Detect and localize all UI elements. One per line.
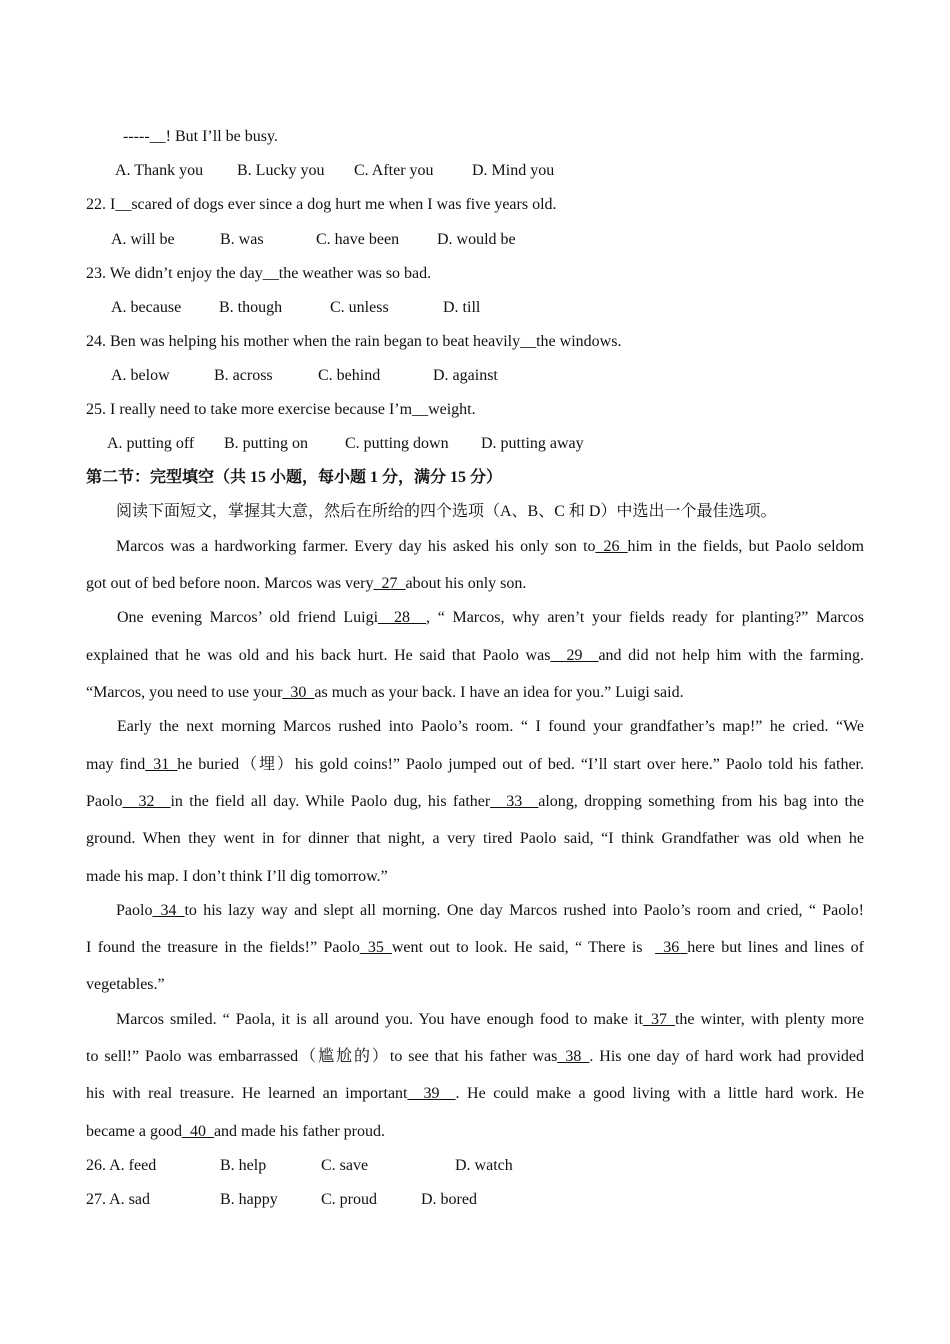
blank-28[interactable]: __28__ <box>378 609 427 626</box>
passage-text: got out of bed before noon. Marcos was very <box>86 575 374 592</box>
q26-option-a[interactable]: 26. A. feed <box>86 1157 157 1174</box>
passage-text: made his map. I don’t think I’ll dig tomorrow.” <box>86 868 388 885</box>
q27-option-a[interactable]: 27. A. sad <box>86 1191 150 1208</box>
passage-text: Early the next morning Marcos rushed into Paolo’s room. “ I found your grandfather’s map!” he cried. “We <box>117 718 864 735</box>
q25-option-c[interactable]: C. putting down <box>345 435 449 452</box>
q27-option-d[interactable]: D. bored <box>421 1191 477 1208</box>
passage-text: One evening Marcos’ old friend Luigi <box>117 609 379 626</box>
q22-option-c[interactable]: C. have been <box>316 231 400 248</box>
blank-27[interactable]: _27_ <box>373 575 406 592</box>
passage-p4-line3 <box>86 975 864 995</box>
passage-text: him in the fields, but Paolo seldom <box>627 538 864 555</box>
passage-text: the winter, with plenty more <box>674 1011 865 1028</box>
q21-option-a[interactable]: A. Thank you <box>115 162 204 179</box>
passage-text: to sell!” Paolo was embarrassed（尴尬的）to see that his father was <box>86 1048 558 1065</box>
passage-text: his with real treasure. He learned an important <box>86 1085 408 1102</box>
passage-text: here but lines and lines of <box>687 939 864 956</box>
passage-text: ground. When they went in for dinner that night, a very tired Paolo said, “I think Grandfather was old when he <box>86 830 864 847</box>
q27-option-c[interactable]: C. proud <box>321 1191 377 1208</box>
passage-p5-line2 <box>86 1047 864 1067</box>
blank-39[interactable]: __39__ <box>407 1085 456 1102</box>
q23-option-a[interactable]: A. because <box>111 299 182 316</box>
passage-text: went out to look. He said, “ There is <box>391 939 643 956</box>
q26-option-b[interactable]: B. help <box>220 1157 267 1174</box>
blank-32[interactable]: __32__ <box>122 793 171 810</box>
passage-p4-line1 <box>86 901 864 921</box>
passage-text: . His one day of hard work had provided <box>589 1048 864 1065</box>
passage-p1-line1 <box>86 537 864 557</box>
passage-p4-line2 <box>86 938 864 958</box>
passage-p3-line4 <box>86 829 864 849</box>
q22-option-b[interactable]: B. was <box>220 231 264 248</box>
q27-option-b[interactable]: B. happy <box>220 1191 278 1208</box>
passage-p3-line1 <box>86 717 864 737</box>
q22-option-a[interactable]: A. will be <box>111 231 175 248</box>
passage-p5-line1 <box>86 1010 864 1030</box>
q25-option-b[interactable]: B. putting on <box>224 435 309 452</box>
blank-35[interactable]: _35_ <box>359 939 392 956</box>
passage-text: vegetables.” <box>86 976 165 993</box>
passage-text: I found the treasure in the fields!” Paolo <box>86 939 360 956</box>
q22-option-d[interactable]: D. would be <box>437 231 516 248</box>
passage-text: , “ Marcos, why aren’t your fields ready for planting?” Marcos <box>426 609 864 626</box>
passage-text: became a good <box>86 1123 182 1140</box>
q22-stem: 22. I__scared of dogs ever since a dog hurt me when I was five years old. <box>86 196 557 213</box>
passage-text: Paolo <box>116 902 153 919</box>
passage-text: he buried（埋）his gold coins!” Paolo jumped out of bed. “I’ll start over here.” Paolo told his father. <box>177 756 864 773</box>
passage-text: and made his father proud. <box>213 1123 386 1140</box>
passage-text: along, dropping something from his bag into the <box>538 793 865 810</box>
passage-text: “Marcos, you need to use your <box>86 684 283 701</box>
q23-option-b[interactable]: B. though <box>219 299 283 316</box>
blank-33[interactable]: __33__ <box>490 793 539 810</box>
q21-answer-line: -----__! But I’ll be busy. <box>123 128 278 145</box>
q25-option-a[interactable]: A. putting off <box>107 435 195 452</box>
passage-p3-line2 <box>86 755 864 775</box>
q25-option-d[interactable]: D. putting away <box>481 435 584 452</box>
q25-stem: 25. I really need to take more exercise because I’m__weight. <box>86 401 476 418</box>
blank-31[interactable]: _31_ <box>145 756 178 773</box>
passage-text: may find <box>86 756 146 773</box>
q23-option-d[interactable]: D. till <box>443 299 481 316</box>
passage-p1-line2 <box>86 574 864 594</box>
blank-37[interactable]: _37_ <box>642 1011 675 1028</box>
q24-option-a[interactable]: A. below <box>111 367 170 384</box>
q24-option-d[interactable]: D. against <box>433 367 498 384</box>
section-instructions: 阅读下面短文，掌握其大意，然后在所给的四个选项（A、B、C 和 D）中选出一个最佳选项。 <box>116 503 777 520</box>
blank-36[interactable]: _36_ <box>655 939 688 956</box>
q24-option-b[interactable]: B. across <box>214 367 273 384</box>
blank-40[interactable]: _40_ <box>181 1123 214 1140</box>
passage-p2-line2 <box>86 646 864 666</box>
q23-option-c[interactable]: C. unless <box>330 299 389 316</box>
passage-text: and did not help him with the farming. <box>598 647 864 664</box>
section-heading: 第二节：完型填空（共 15 小题，每小题 1 分，满分 15 分） <box>86 469 503 486</box>
passage-text: to his lazy way and slept all morning. One day Marcos rushed into Paolo’s room and cried, “ Paolo! <box>184 902 864 919</box>
passage-p5-line3 <box>86 1084 864 1104</box>
passage-text: about his only son. <box>405 575 527 592</box>
blank-29[interactable]: __29__ <box>550 647 599 664</box>
q21-option-d[interactable]: D. Mind you <box>472 162 555 179</box>
q24-stem: 24. Ben was helping his mother when the rain began to beat heavily__the windows. <box>86 333 622 350</box>
blank-38[interactable]: _38_ <box>557 1048 590 1065</box>
blank-26[interactable]: _26_ <box>595 538 628 555</box>
q24-option-c[interactable]: C. behind <box>318 367 381 384</box>
passage-p2-line3 <box>86 683 864 703</box>
q23-stem: 23. We didn’t enjoy the day__the weather was so bad. <box>86 265 432 282</box>
q26-option-d[interactable]: D. watch <box>455 1157 513 1174</box>
passage-p5-line4 <box>86 1122 864 1142</box>
passage-p2-line1 <box>86 608 864 628</box>
passage-p3-line5 <box>86 867 864 887</box>
blank-30[interactable]: _30_ <box>282 684 315 701</box>
q26-option-c[interactable]: C. save <box>321 1157 369 1174</box>
passage-p3-line3 <box>86 792 864 812</box>
passage-text: Marcos smiled. “ Paola, it is all around you. You have enough food to make it <box>116 1011 643 1028</box>
passage-text: in the field all day. While Paolo dug, his father <box>170 793 491 810</box>
passage-text: as much as your back. I have an idea for you.” Luigi said. <box>314 684 684 701</box>
passage-text: Marcos was a hardworking farmer. Every day his asked his only son to <box>116 538 596 555</box>
passage-text: Paolo <box>86 793 123 810</box>
q21-option-b[interactable]: B. Lucky you <box>237 162 325 179</box>
blank-34[interactable]: _34_ <box>152 902 185 919</box>
q21-option-c[interactable]: C. After you <box>354 162 434 179</box>
passage-text: . He could make a good living with a little hard work. He <box>455 1085 864 1102</box>
passage-text: explained that he was old and his back hurt. He said that Paolo was <box>86 647 551 664</box>
